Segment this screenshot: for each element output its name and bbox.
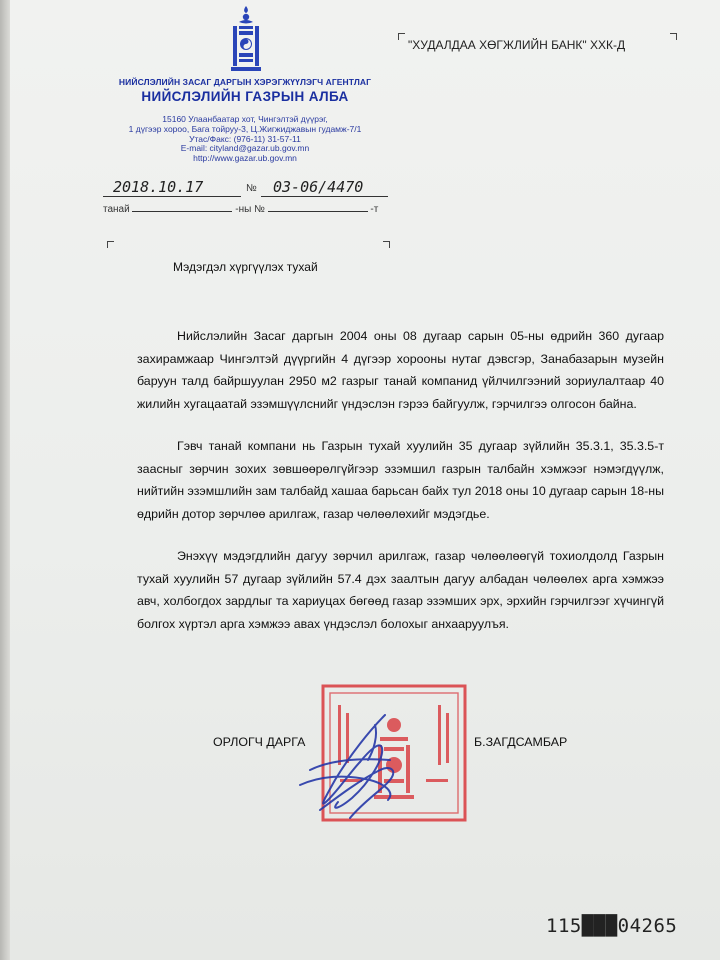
signatory-name: Б.ЗАГДСАМБАР bbox=[474, 735, 568, 749]
soyombo-emblem-icon bbox=[224, 4, 268, 74]
recipient-corner-mark bbox=[398, 33, 405, 40]
number-underline bbox=[261, 196, 388, 197]
your-suffix: -т bbox=[370, 204, 379, 215]
body-paragraph: Энэхүү мэдэгдлийн дагуу зөрчил арилгаж, газар чөлөөлөөгүй тохиолдолд Газрын тухай хуулийн 57 дугаар зүйлийн 57.4 дэх заалтын дагуу албадан чөлөөлөх арга хэмжээ авч, холбогдох зардлыг та хариуцах бөгөөд газар эзэмших эрх, эрхийн гэрчилгээг хүчингүй болгох хүртэл арга хэмжээ авах үндэслэл болохыг анхааруулъя. bbox=[137, 549, 664, 631]
agency-name: НИЙСЛЭЛИЙН ЗАСАГ ДАРГЫН ХЭРЭГЖҮҮЛЭГЧ АГЕНТЛАГ bbox=[118, 77, 372, 87]
address-block bbox=[100, 115, 390, 164]
your-number-label: -ны № bbox=[235, 204, 265, 215]
subject-corner-mark bbox=[383, 241, 390, 248]
recipient: "ХУДАЛДАА ХӨГЖЛИЙН БАНК" ХХК-Д bbox=[408, 38, 626, 52]
your-label: танай bbox=[103, 204, 130, 215]
website-line: http://www.gazar.ub.gov.mn bbox=[193, 153, 297, 164]
your-number-blank bbox=[268, 211, 368, 212]
letter-body bbox=[137, 325, 664, 655]
agency-header bbox=[100, 77, 390, 104]
page-edge-shadow bbox=[0, 0, 10, 960]
your-date-blank bbox=[132, 211, 232, 212]
signature-block bbox=[200, 735, 640, 775]
address-line: 1 дүгээр хороо, Бага тойруу-3, Ц.Жигжиджавын гудамж-7/1 bbox=[128, 123, 362, 134]
email-line: E-mail: cityland@gazar.ub.gov.mn bbox=[180, 143, 310, 154]
handwritten-number: 03-06/4470 bbox=[273, 178, 364, 196]
phone-line: Утас/Факс: (976-11) 31-57-11 bbox=[189, 133, 301, 144]
subject-line: Мэдэгдэл хүргүүлэх тухай bbox=[173, 260, 318, 274]
body-paragraph: Нийслэлийн Засаг даргын 2004 оны 08 дугаар сарын 05-ны өдрийн 360 дугаар захирамжаар Чингэлтэй дүүргийн 4 дүгээр хорооны нутаг дэвсгэр, Занабазарын музейн баруун талд байршуулан 2950 м2 газрыг танай компанид үйлчилгээний зориулалтаар 40 жилийн хугацаатай эзэмшүүлснийг үндэслэн гэрээ байгуулж, гэрчилгээ олгосон байна. bbox=[137, 329, 664, 411]
date-underline bbox=[103, 196, 241, 197]
office-name: НИЙСЛЭЛИЙН ГАЗРЫН АЛБА bbox=[141, 89, 349, 104]
subject-corner-mark bbox=[107, 241, 114, 248]
your-reference-line bbox=[103, 204, 378, 215]
handwritten-date: 2018.10.17 bbox=[113, 178, 204, 196]
body-paragraph: Гэвч танай компани нь Газрын тухай хуулийн 35 дугаар зүйлийн 35.3.1, 35.3.5-т заасныг зөрчин зохих зөвшөөрөлгүйгээр эзэмшил газрын талбайн хэмжээг нэмэгдүүлж, нийтийн эзэмшлийн зам талбайд хашаа барьсан байх тул 2018 оны 10 дугаар сарын 18-ны өдрийн дотор зөрчлөө арилгаж, газар чөлөөлөхийг мэдэгдье. bbox=[137, 439, 664, 521]
signatory-title: ОРЛОГЧ ДАРГА bbox=[213, 735, 306, 749]
recipient-corner-mark bbox=[670, 33, 677, 40]
reference-line bbox=[103, 178, 393, 202]
serial-number: 115███04265 bbox=[546, 915, 678, 937]
address-line: 15160 Улаанбаатар хот, Чингэлтэй дүүрэг, bbox=[162, 114, 328, 124]
handwritten-signature bbox=[290, 700, 420, 830]
number-label: № bbox=[246, 183, 257, 194]
